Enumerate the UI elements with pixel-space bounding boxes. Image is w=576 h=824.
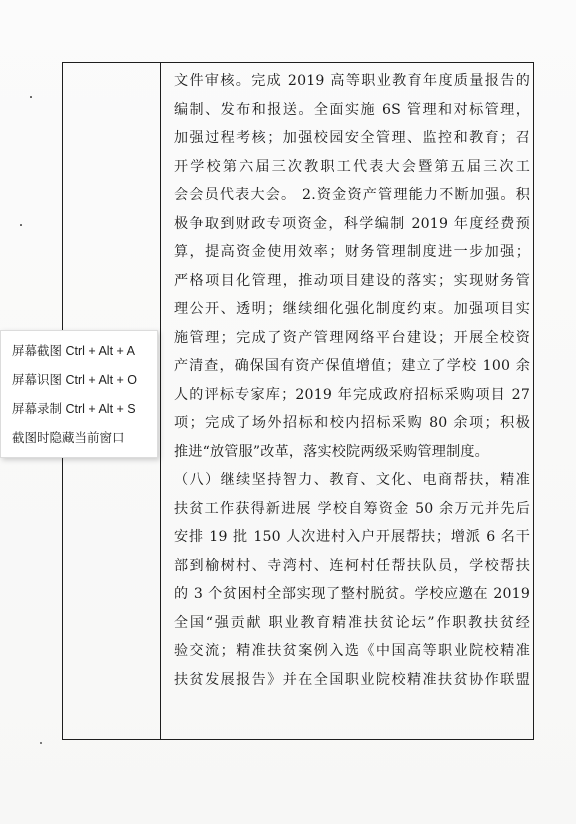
- text-line: 扶贫发展报告》并在全国职业院校精准扶贫协作联盟: [174, 671, 530, 688]
- scan-speck: [30, 96, 32, 98]
- scan-speck: [20, 224, 22, 226]
- text-line: 推进“放管服”改革，落实校院两级采购管理制度。: [174, 443, 489, 460]
- text-line: 扶贫工作获得新进展 学校自筹资金 50 余万元并先后: [174, 500, 530, 517]
- menu-item-hide-window-on-capture[interactable]: 截图时隐藏当前窗口: [12, 431, 125, 445]
- text-line: 全国“强贡献 职业教育精准扶贫论坛”作职教扶贫经: [174, 614, 530, 631]
- document-body-text: [174, 67, 530, 694]
- menu-item-screen-recognize[interactable]: 屏幕识图 Ctrl + Alt + O: [12, 373, 138, 387]
- scan-speck: [40, 742, 42, 744]
- menu-item-screen-record[interactable]: 屏幕录制 Ctrl + Alt + S: [12, 402, 136, 416]
- text-line: 理公开、透明；继续细化强化制度约束。加强项目实: [174, 301, 530, 317]
- text-line: 施管理；完成了资产管理网络平台建设；开展全校资: [174, 329, 530, 346]
- text-line: 算，提高资金使用效率；财务管理制度进一步加强；: [174, 244, 530, 260]
- text-line: 加强过程考核；加强校园安全管理、监控和教育；召: [174, 130, 530, 146]
- text-line: 文件审核。完成 2019 高等职业教育年度质量报告的: [174, 73, 530, 89]
- text-line: 安排 19 批 150 人次进村入户开展帮扶；增派 6 名干: [174, 529, 530, 545]
- text-line: 项；完成了场外招标和校内招标采购 80 余项；积极: [174, 415, 530, 431]
- screenshot-context-menu: [0, 330, 158, 458]
- text-line: 严格项目化管理，推动项目建设的落实；实现财务管: [174, 272, 530, 289]
- text-line: 部到榆树村、寺湾村、连柯村任帮扶队员，学校帮扶: [174, 557, 530, 574]
- text-line: 开学校第六届三次教职工代表大会暨第五届三次工: [174, 158, 530, 175]
- text-line: 验交流；精准扶贫案例入选《中国高等职业院校精准: [174, 643, 530, 659]
- text-line: （八）继续坚持智力、教育、文化、电商帮扶，精准: [174, 472, 530, 488]
- menu-item-screen-capture[interactable]: 屏幕截图 Ctrl + Alt + A: [12, 344, 135, 358]
- text-line: 人的评标专家库；2019 年完成政府招标采购项目 27: [174, 386, 530, 403]
- text-line: 会会员代表大会。 2.资金资产管理能力不断加强。积: [174, 187, 530, 203]
- text-line: 的 3 个贫困村全部实现了整村脱贫。学校应邀在 2019: [174, 586, 530, 602]
- text-line: 编制、发布和报送。全面实施 6S 管理和对标管理，: [174, 101, 530, 118]
- text-line: 产清查，确保国有资产保值增值；建立了学校 100 余: [174, 358, 530, 374]
- text-line: 极争取到财政专项资金，科学编制 2019 年度经费预: [174, 215, 530, 232]
